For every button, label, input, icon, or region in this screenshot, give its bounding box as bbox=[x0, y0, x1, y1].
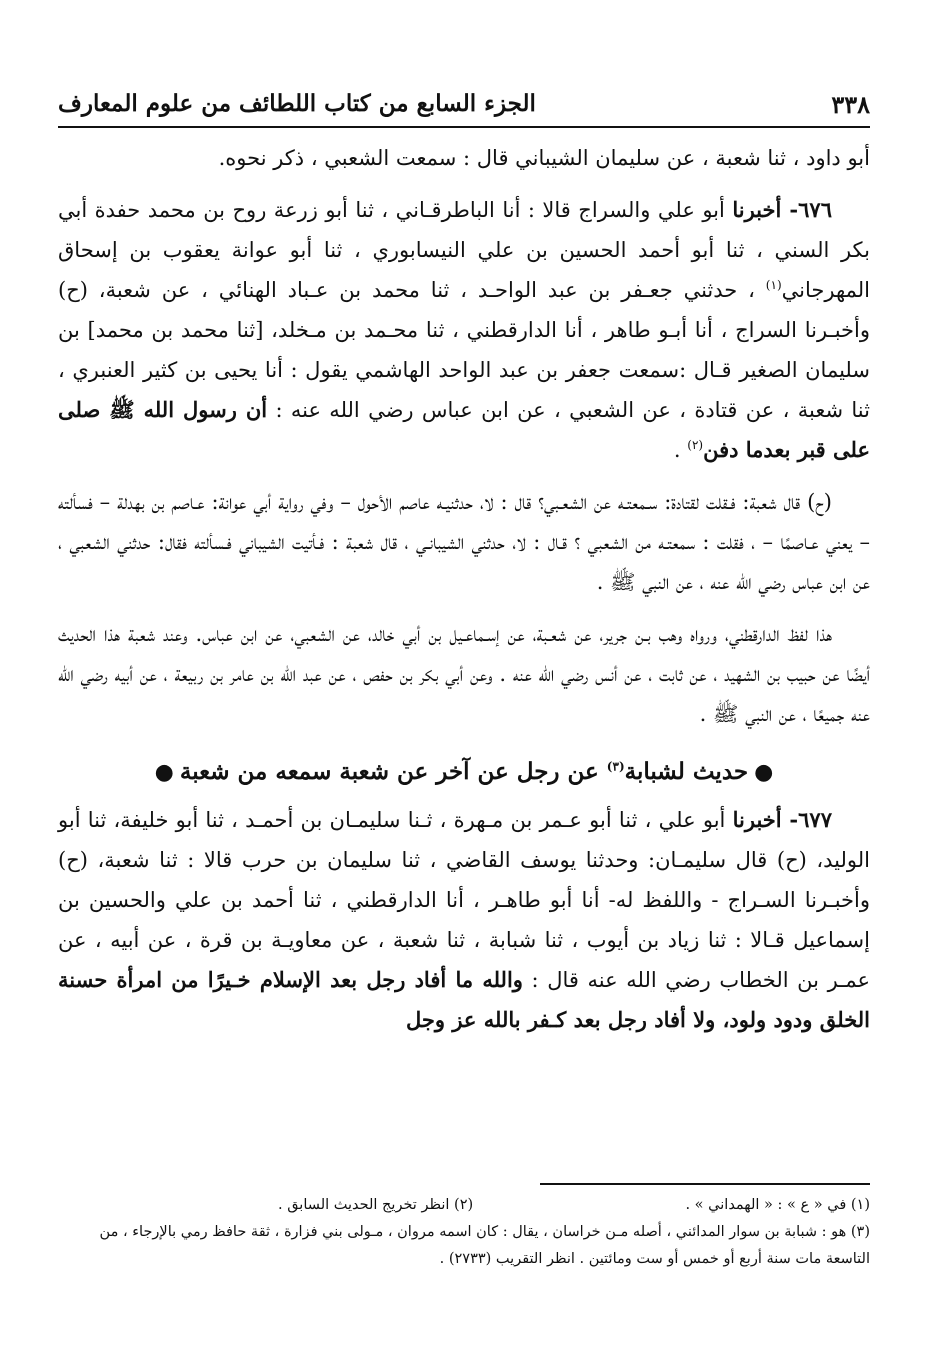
isnad-text: أبو علي والسراج قالا : أنا الباطرقـاني ، ثنا أبو زرعة روح بن محمد حفدة أبي بكر السني ، ثنا أبو أحمد الحسين بن علي النيسابوري ، ثنا أبو عوانة يعقوب بن إسحاق المهرجاني bbox=[58, 198, 870, 302]
footnote-3: (٣) هو : شبابة بن سوار المدائني ، أصله مـن خراسان ، يقال : كان اسمه مروان ، مـولى بني فزارة ، ثقة حافظ رمي بالإرجاء ، من التاسعة مات سنة أربع أو خمس أو ست ومائتين . انظر التقريب (٢٧٣٣) . bbox=[99, 1224, 870, 1267]
hadith-677 bbox=[58, 800, 870, 1040]
heading-part2: عن رجل عن آخر عن شعبة سمعه من شعبة bbox=[179, 758, 599, 785]
footnote-row bbox=[58, 1192, 870, 1219]
heading-part1: حديث لشبابة bbox=[624, 758, 749, 785]
page-number: ٣٣٨ bbox=[831, 90, 870, 119]
hadith-matn-677: والله ما أفاد رجل بعد الإسلام خـيرًا من امرأة حسنة الخلق ودود ولود، ولا أفاد رجل بعد كـفر بالله عز وجل bbox=[58, 967, 870, 1032]
hadith-end: . bbox=[673, 438, 681, 462]
isnad-text-677: أبو علي ، ثنا أبو عـمر بن مـهرة ، ثـنا سليمـان بن أحمـد ، ثنا أبو خليفة، ثنا أبو الوليد، (ح) قال سليمـان: وحدثنا يوسف القاضي ، ثنا سليمان بن حرب قالا : ثنا شعبة، (ح) وأخبـرنا السـراج - واللفظ له- أنا أبو طاهـر ، أنا الدارقطني ، ثنا أحمد بن علي والحسين بن إسماعيل قـالا : ثنا زياد بن أيوب ، ثنا شبابة ، ثنا شعبة ، عن معاويـة بن قرة ، عن أبيه ، عن عمـر بن الخطاب رضي الله عنه قال : bbox=[58, 808, 870, 992]
page-header bbox=[58, 86, 870, 128]
running-title: الجزء السابع من كتاب اللطائف من علوم المعارف bbox=[58, 90, 536, 117]
section-heading bbox=[58, 752, 870, 792]
footnote-1: (١) في « ع » : « الهمداني » . bbox=[685, 1197, 870, 1213]
footnotes bbox=[58, 1192, 870, 1273]
hadith-number-677: ٦٧٧- أخبرنا bbox=[732, 807, 832, 832]
paragraph-shuba: (ح) قال شعبة: فـقلت لقتادة: سـمعتـه عن الشعـبي؟ قال : لا، حدثنيـه عاصم الأحول – وفي رواية أبي عوانة: عـاصم بن بهدلة – فسألته – يعني عـاصمًا – ، فقلت : سمعتـه من الشعبي ؟ قـال : لا، حدثني الشيبانـي ، قال شعبة : فـأتيت الشيباني فـسألته فقال: حدثني الشعبي ، عن ابن عباس رضي الله عنه ، عن النبي ﷺ . bbox=[58, 490, 870, 594]
main-text bbox=[58, 138, 870, 1040]
hadith-matn: أن رسول الله ﷺ صلى على قبر بعدما دفن bbox=[58, 397, 870, 462]
hadith-676 bbox=[58, 190, 870, 470]
footnote-2: (٢) انظر تخريج الحديث السابق . bbox=[278, 1197, 474, 1213]
footnote-ref-1: (١) bbox=[765, 278, 782, 292]
heading-bullet-left: ● bbox=[154, 759, 174, 785]
paragraph-continuation: أبو داود ، ثنا شعبة ، عن سليمان الشيباني قال : سمعت الشعبي ، ذكر نحوه. bbox=[218, 146, 870, 170]
footnote-ref-3: (٣) bbox=[606, 759, 625, 774]
heading-bullet-right: ● bbox=[754, 759, 774, 785]
hadith-number-676: ٦٧٦- أخبرنا bbox=[732, 197, 832, 222]
isnad-text-continued: ، حدثني جعـفر بن عبد الواحـد ، ثنا محمد بن عـباد الهنائي ، عن شعبة، (ح) وأخبـرنا السراج ، أنا أبـو طاهر ، أنا الدارقطني ، ثنا محـمد بن مـخلد، [ثنا محمد بن محمد] بن سليمان الصغير قـال :سمعت جعفر بن عبد الواحد الهاشمي يقول : أنا يحيى بن كثير العنبري ، ثنا شعبة ، عن قتادة ، عن الشعبي ، عن ابن عباس رضي الله عنه : bbox=[58, 278, 870, 422]
paragraph-commentary: هذا لفظ الدارقطني، ورواه وهب بـن جرير، عن شعـبة، عن إسـماعـيل بن أبي خالد، عن الشعبي، عن ابن عباس. وعند شعبة هذا الحديث أيضًا عن حبيب بن الشهيد ، عن ثابت ، عن أنس رضي الله عنه . وعن أبي بكر بن حفص ، عن عبد الله بن عامر بن ربيعة ، عن أبيه رضي الله عنه جميعًا ، عن النبي ﷺ . bbox=[58, 622, 870, 726]
footnote-ref-2: (٢) bbox=[687, 438, 704, 452]
footnote-divider bbox=[540, 1183, 870, 1185]
